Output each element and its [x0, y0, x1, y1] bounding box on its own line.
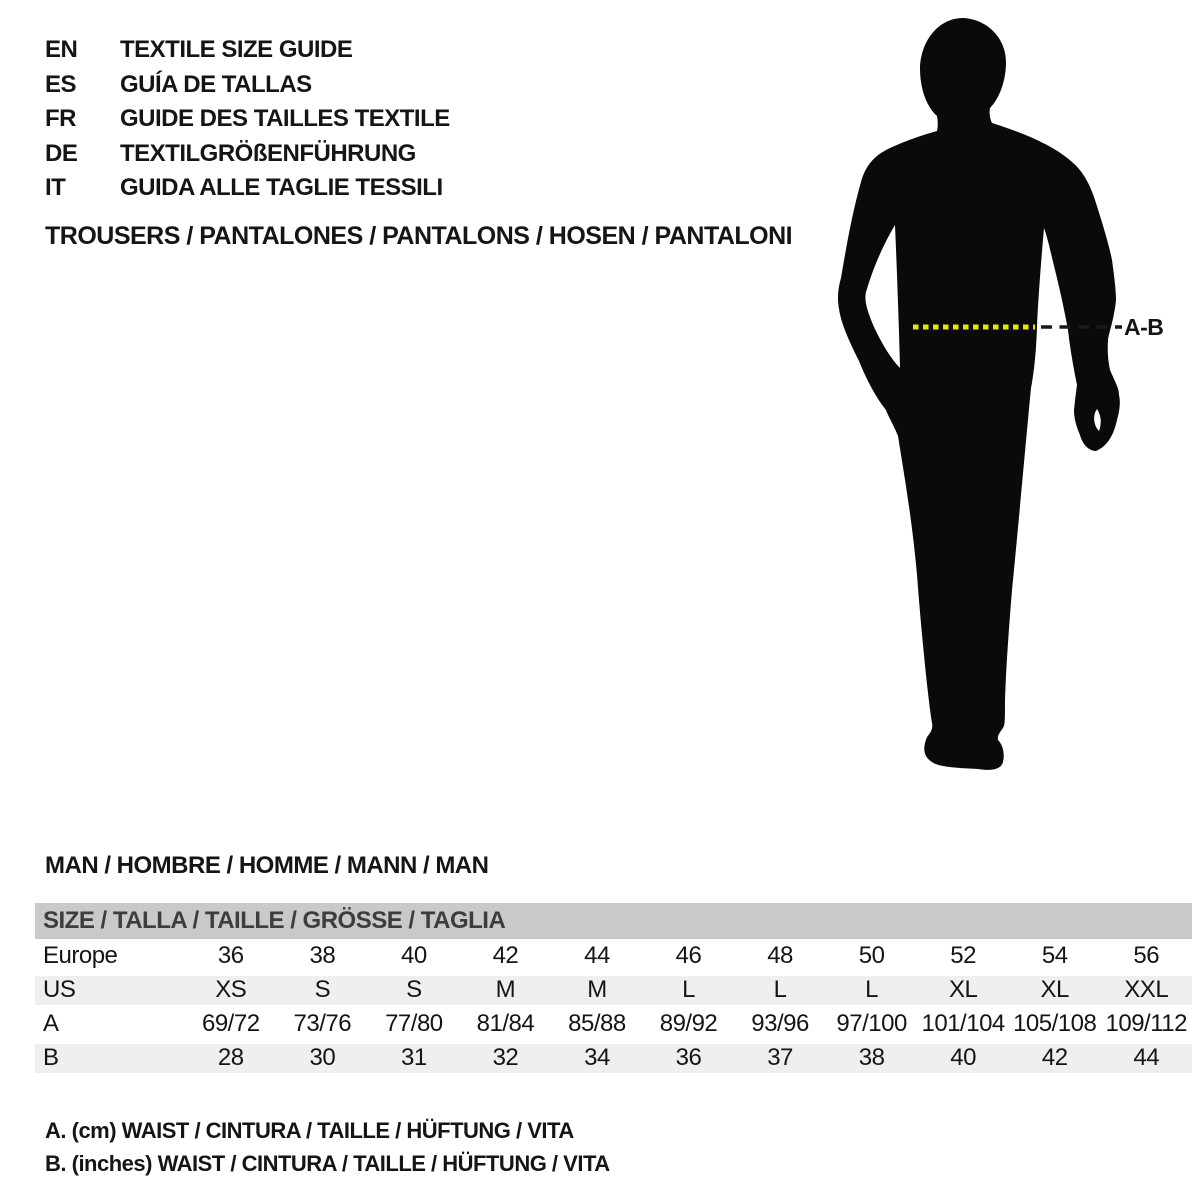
footnote-a-cm: A. (cm) WAIST / CINTURA / TAILLE / HÜFTUNG / VITA	[45, 1118, 574, 1143]
table-cell: 46	[675, 942, 702, 969]
table-cell: 105/108	[1013, 1010, 1097, 1037]
table-cell: M	[587, 976, 607, 1003]
table-cell: 31	[401, 1044, 427, 1071]
language-title: GUIDE DES TAILLES TEXTILE	[120, 105, 450, 133]
table-cell: 37	[767, 1044, 793, 1071]
gender-section-title: MAN / HOMBRE / HOMME / MANN / MAN	[45, 852, 489, 879]
table-cell: 97/100	[836, 1010, 907, 1037]
row-label: Europe	[43, 942, 118, 969]
table-cell: 42	[1041, 1044, 1068, 1071]
product-category-title: TROUSERS / PANTALONES / PANTALONS / HOSEN / PANTALONI	[45, 222, 793, 250]
language-code: IT	[45, 174, 66, 202]
table-cell: 44	[1133, 1044, 1160, 1071]
language-code: DE	[45, 139, 78, 167]
man-silhouette-graphic	[820, 10, 1190, 800]
language-title: GUIDA ALLE TAGLIE TESSILI	[120, 174, 443, 202]
table-cell: M	[495, 976, 516, 1003]
table-cell: L	[773, 976, 787, 1003]
table-cell: 30	[309, 1044, 336, 1071]
table-row-a	[35, 1007, 1192, 1041]
table-cell: 81/84	[476, 1010, 535, 1037]
row-label: A	[43, 1010, 59, 1037]
language-row-en	[45, 33, 450, 68]
table-cell: 54	[1041, 942, 1068, 969]
language-row-fr	[45, 102, 450, 137]
language-code: EN	[45, 36, 78, 64]
language-title: TEXTILGRÖßENFÜHRUNG	[120, 139, 416, 167]
table-cell: 101/104	[921, 1010, 1005, 1037]
man-silhouette	[838, 18, 1120, 770]
table-cell: 40	[401, 942, 427, 969]
table-cell: 38	[309, 942, 336, 969]
table-cell: 38	[858, 1044, 885, 1071]
language-row-de	[45, 137, 450, 172]
language-code: ES	[45, 70, 77, 98]
table-cell: 42	[492, 942, 519, 969]
table-cell: 28	[217, 1044, 244, 1071]
table-cell: L	[865, 976, 879, 1003]
language-list	[45, 33, 450, 206]
table-cell: 109/112	[1105, 1010, 1187, 1037]
footnote-b-inches: B. (inches) WAIST / CINTURA / TAILLE / HÜFTUNG / VITA	[45, 1151, 610, 1176]
language-code: FR	[45, 105, 76, 133]
table-row-europe	[35, 939, 1192, 973]
table-cell: XL	[948, 976, 978, 1003]
table-cell: 77/80	[385, 1010, 443, 1037]
table-cell: 36	[675, 1044, 702, 1071]
language-title: TEXTILE SIZE GUIDE	[120, 36, 353, 64]
table-cell: L	[682, 976, 695, 1003]
table-cell: XXL	[1124, 976, 1169, 1003]
table-cell: 40	[950, 1044, 976, 1071]
man-silhouette-figure	[820, 10, 1190, 800]
row-label: US	[43, 976, 76, 1003]
size-table	[35, 903, 1192, 1075]
table-cell: 36	[217, 942, 244, 969]
table-cell: 34	[584, 1044, 610, 1071]
table-cell: 93/96	[751, 1010, 809, 1037]
measurement-footnotes	[45, 1114, 610, 1180]
waist-measure-label: A-B	[1124, 314, 1164, 340]
table-cell: XL	[1040, 976, 1069, 1003]
table-cell: XS	[215, 976, 247, 1003]
table-cell: 85/88	[568, 1010, 626, 1037]
row-label: B	[43, 1044, 59, 1071]
language-row-it	[45, 171, 450, 206]
language-title: GUÍA DE TALLAS	[120, 70, 312, 98]
size-table-rows	[35, 939, 1192, 1075]
table-cell: 56	[1133, 942, 1160, 969]
table-cell: 50	[858, 942, 885, 969]
table-cell: 52	[950, 942, 976, 969]
table-cell: 44	[584, 942, 610, 969]
table-row-b	[35, 1041, 1192, 1075]
table-cell: 32	[492, 1044, 519, 1071]
table-cell: 73/76	[293, 1010, 352, 1037]
table-row-us	[35, 973, 1192, 1007]
size-table-header: SIZE / TALLA / TAILLE / GRÖSSE / TAGLIA	[35, 903, 1192, 939]
table-cell: S	[406, 976, 422, 1003]
language-row-es	[45, 68, 450, 103]
table-cell: 48	[767, 942, 793, 969]
table-cell: 89/92	[659, 1010, 718, 1037]
table-cell: S	[314, 976, 331, 1003]
table-cell: 69/72	[201, 1010, 260, 1037]
